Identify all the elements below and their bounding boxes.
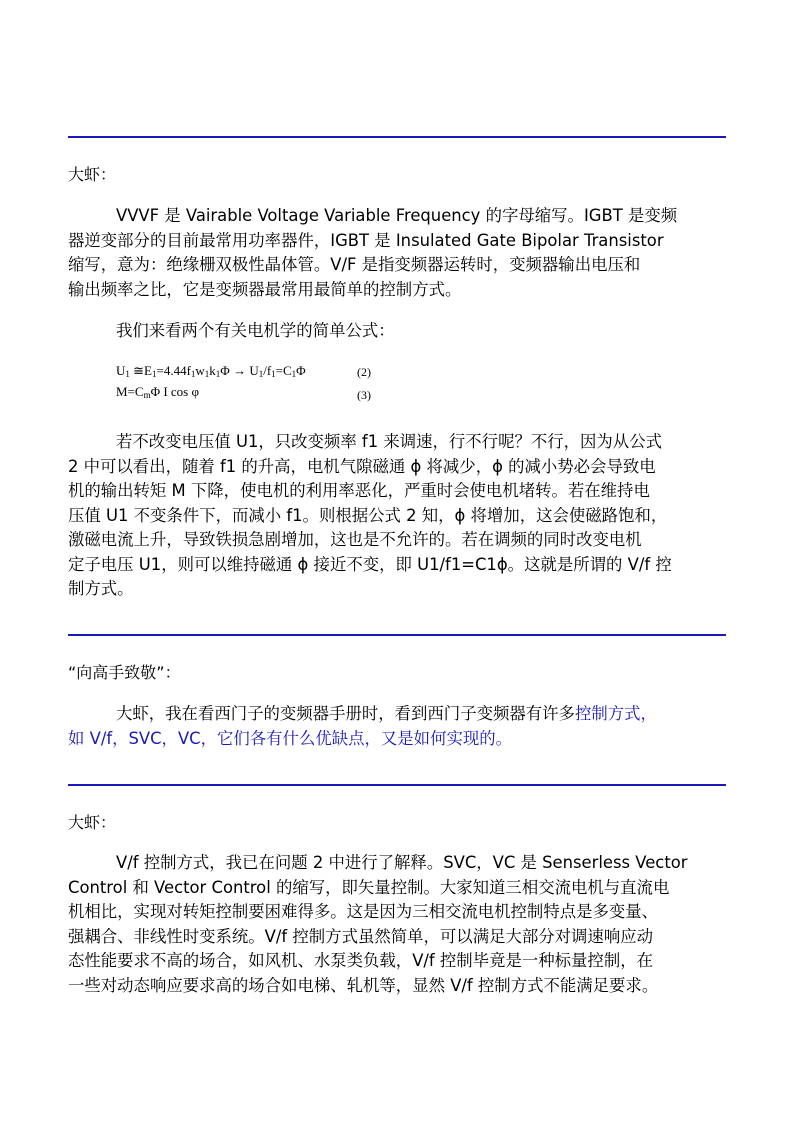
answer-paragraph xyxy=(68,319,726,344)
formula-line-1: $U_1$ $≅E_1=4.44f_1w_1k_1\Phi \to U_1/f_1=C_1\Phi$ xyxy=(116,363,306,379)
text-line: 大虾，我在看西门子的变频器手册时，看到西门子变频器有许多控制方式， xyxy=(116,704,657,723)
text-line: 制方式。 xyxy=(68,579,134,598)
speaker-label: 大虾： xyxy=(68,165,117,184)
text-line: 强耦合、非线性时变系统。V/f 控制方式虽然简单，可以满足大部分对调速响应动 xyxy=(68,926,653,946)
equation-number: (2) xyxy=(357,365,371,379)
answer-paragraph xyxy=(68,851,726,998)
text-line: V/f 控制方式，我已在问题 2 中进行了解释。SVC，VC 是 Senserless Vector xyxy=(116,853,688,872)
text-line: 一些对动态响应要求高的场合如电梯、轧机等，显然 V/f 控制方式不能满足要求。 xyxy=(68,975,659,995)
divider-line xyxy=(68,136,726,138)
text-line: 2 中可以看出，随着 f1 的升高，电机气隙磁通 ϕ 将减少，ϕ 的减小势必会导致电 xyxy=(68,456,656,476)
text-line: 输出频率之比，它是变频器最常用最简单的控制方式。 xyxy=(68,279,462,299)
text-line: 机的输出转矩 M 下降，使电机的利用率恶化，严重时会使电机堵转。若在维持电 xyxy=(68,481,650,500)
formula-line-2: $M=C_m\Phi$ I cos φ xyxy=(116,384,199,400)
equation-number: (3) xyxy=(357,388,371,402)
text-line: 缩写，意为：绝缘栅双极性晶体管。V/F 是指变频器运转时，变频器输出电压和 xyxy=(68,255,641,274)
text-line: Control 和 Vector Control 的缩写，即矢量控制。大家知道三相交流电机与直流电 xyxy=(68,877,670,897)
text-line: 若不改变电压值 U1，只改变频率 f1 来调速，行不行呢？不行，因为从公式 xyxy=(116,432,662,451)
divider-line xyxy=(68,784,726,786)
text-line: 我们来看两个有关电机学的简单公式： xyxy=(116,321,395,340)
text-line: 态性能要求不高的场合，如风机、水泵类负载，V/f 控制毕竟是一种标量控制，在 xyxy=(68,951,653,970)
divider-line xyxy=(68,634,726,636)
text-line: 器逆变部分的目前最常用功率器件，IGBT 是 Insulated Gate Bipolar Transistor xyxy=(68,230,664,250)
question-paragraph xyxy=(68,702,726,751)
text-line: 压值 U1 不变条件下，而减小 f1。则根据公式 2 知，ϕ 将增加，这会使磁路饱和， xyxy=(68,505,668,525)
text-line: 如 V/f，SVC，VC，它们各有什么优缺点，又是如何实现的。 xyxy=(68,728,513,748)
speaker-label: “向高手致敬”： xyxy=(68,663,181,682)
answer-paragraph xyxy=(68,204,726,302)
text-line: 激磁电流上升，导致铁损急剧增加，这也是不允许的。若在调频的同时改变电机 xyxy=(68,530,642,549)
answer-paragraph xyxy=(68,430,726,602)
text-line: VVVF 是 Vairable Voltage Variable Frequency 的字母缩写。IGBT 是变频 xyxy=(116,206,678,225)
text-line: 定子电压 U1，则可以维持磁通 ϕ 接近不变，即 U1/f1=C1ϕ。这就是所谓的 V/f 控 xyxy=(68,554,672,574)
speaker-label: 大虾： xyxy=(68,813,117,832)
text-line: 机相比，实现对转矩控制要困难得多。这是因为三相交流电机控制特点是多变量、 xyxy=(68,902,659,921)
